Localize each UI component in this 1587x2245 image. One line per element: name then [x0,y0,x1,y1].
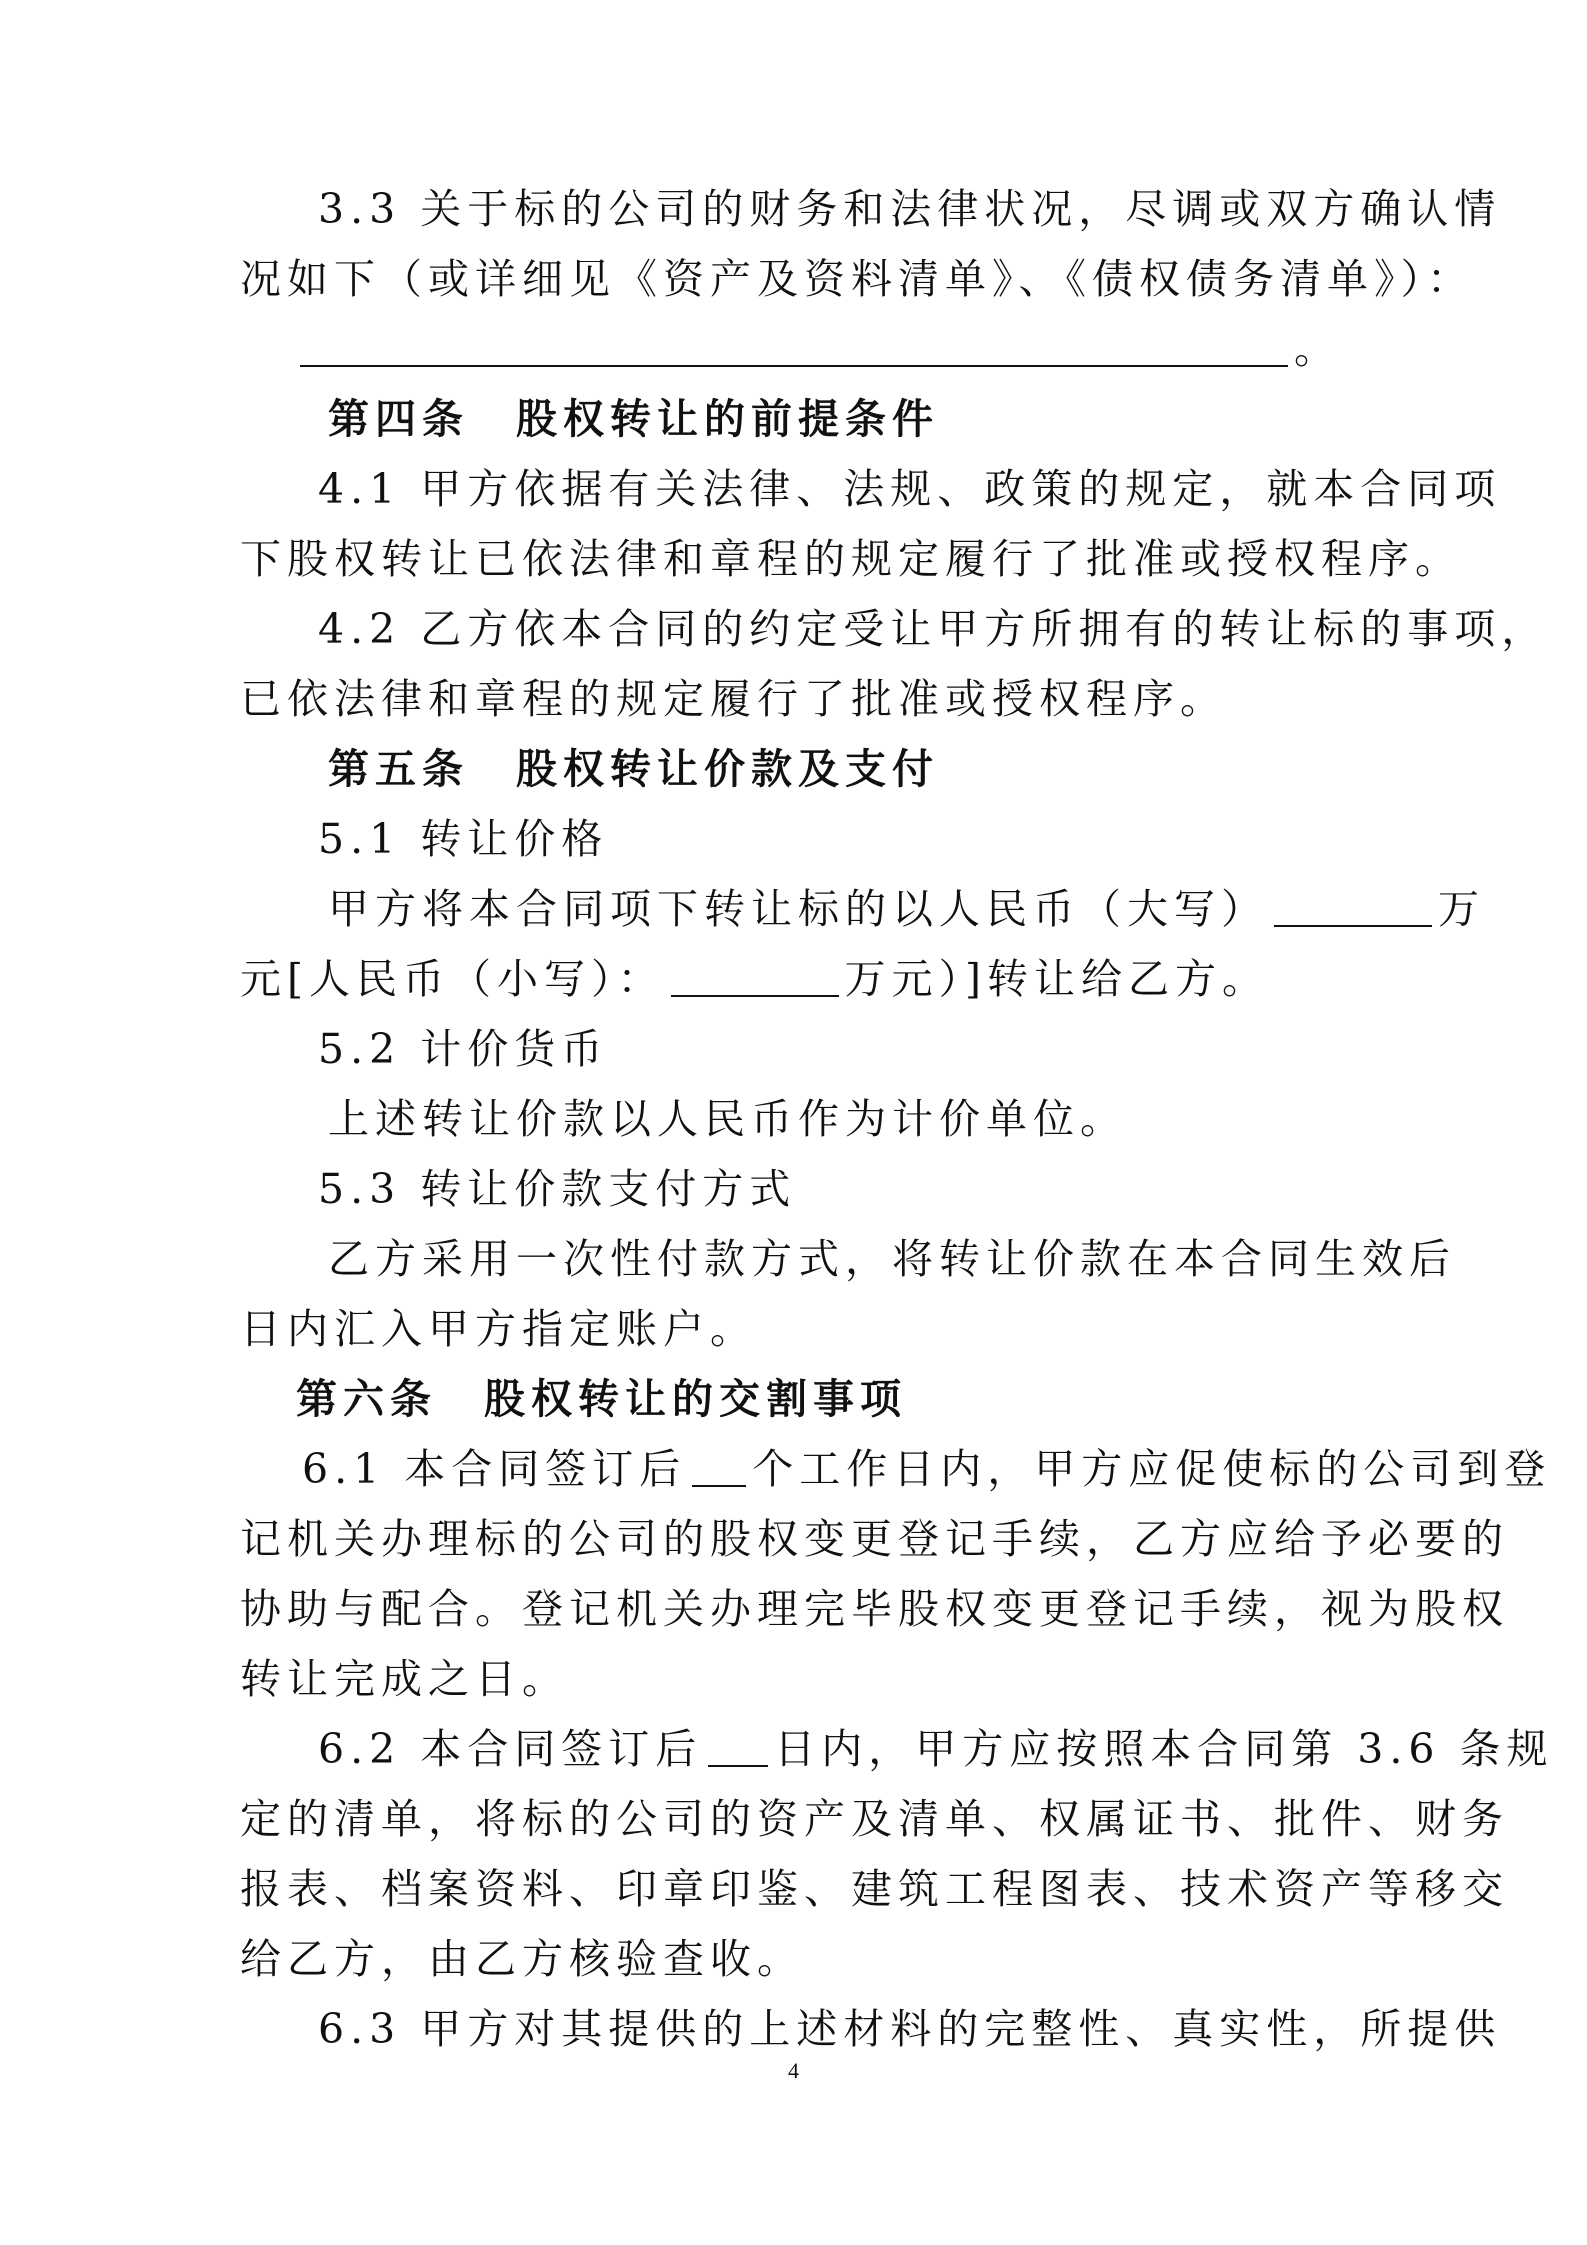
text-segment: 日内汇入甲方指定账户。 [240,1305,757,1353]
paragraph-6-2-line-2 [240,1784,1509,1854]
text-segment: 3.3 关于标的公司的财务和法律状况，尽调或双方确认情 [318,185,1502,233]
paragraph-5-1-line-2 [240,944,1269,1014]
paragraph-4-1-line-2 [240,524,1462,594]
section-5-1-title [318,804,608,874]
paragraph-6-1-line-3 [240,1574,1509,1644]
paragraph-6-2-line-1 [318,1714,1554,1784]
paragraph-6-1-line-4 [240,1644,569,1714]
paragraph-4-2-line-1 [318,594,1548,664]
text-segment: 定的清单，将标的公司的资产及清单、权属证书、批件、财务 [240,1795,1509,1843]
paragraph-6-2-line-3 [240,1854,1509,1924]
article-4-heading [328,384,939,454]
text-segment: 甲方将本合同项下转让标的以人民币（大写） [328,885,1268,933]
fill-in-blank-price-words [1274,885,1432,927]
page-number: 4 [788,2058,799,2083]
text-segment: 6.1 本合同签订后 [302,1445,687,1493]
paragraph-5-3-line-1 [328,1224,1456,1294]
text-segment: 日内，甲方应按照本合同第 3.6 条规 [774,1725,1554,1773]
paragraph-4-1-line-1 [318,454,1501,524]
text-segment: 第四条 股权转让的前提条件 [328,395,939,443]
fill-in-blank [300,325,1288,367]
fill-in-blank-days [708,1725,768,1767]
paragraph-5-1-line-1 [328,874,1485,944]
section-5-2-title [318,1014,608,1084]
text-segment: 给乙方，由乙方核验查收。 [240,1935,804,1983]
paragraph-6-1-line-2 [240,1504,1509,1574]
text-segment: 第六条 股权转让的交割事项 [296,1375,907,1423]
text-segment: 已依法律和章程的规定履行了批准或授权程序。 [240,675,1227,723]
paragraph-6-3-line-1 [318,1994,1501,2064]
text-segment: 况如下（或详细见《资产及资料清单》、《债权债务清单》）： [240,255,1474,303]
text-segment: 协助与配合。登记机关办理完毕股权变更登记手续，视为股权 [240,1585,1509,1633]
fill-in-blank-working-days [692,1445,746,1487]
text-segment: 元[人民币（小写）： [240,955,665,1003]
article-6-heading [296,1364,907,1434]
text-segment: 乙方采用一次性付款方式，将转让价款在本合同生效后 [328,1235,1456,1283]
text-segment: 4.1 甲方依据有关法律、法规、政策的规定，就本合同项 [318,465,1502,513]
text-segment: 报表、档案资料、印章印鉴、建筑工程图表、技术资产等移交 [240,1865,1509,1913]
paragraph-4-2-line-2 [240,664,1227,734]
text-segment: 记机关办理标的公司的股权变更登记手续，乙方应给予必要的 [240,1515,1509,1563]
text-segment: 个工作日内，甲方应促使标的公司到登 [752,1445,1552,1493]
text-segment: 下股权转让已依法律和章程的规定履行了批准或授权程序。 [240,535,1462,583]
text-segment: 万元）]转让给乙方。 [844,955,1269,1003]
paragraph-3-3-blank-line [294,314,1341,384]
section-5-3-title [318,1154,796,1224]
text-segment: 第五条 股权转让价款及支付 [328,745,939,793]
text-segment: 。 [1294,325,1341,373]
text-segment: 6.3 甲方对其提供的上述材料的完整性、真实性，所提供 [318,2005,1502,2053]
paragraph-3-3-line-1 [318,174,1501,244]
paragraph-6-2-line-4 [240,1924,804,1994]
text-segment: 4.2 乙方依本合同的约定受让甲方所拥有的转让标的事项， [318,605,1549,653]
text-segment: 上述转让价款以人民币作为计价单位。 [328,1095,1127,1143]
paragraph-5-2 [328,1084,1127,1154]
paragraph-5-3-line-2 [240,1294,757,1364]
text-segment: 万 [1438,885,1485,933]
text-segment: 5.2 计价货币 [318,1025,609,1073]
text-segment: 5.3 转让价款支付方式 [318,1165,797,1213]
paragraph-6-1-line-1 [302,1434,1551,1504]
article-5-heading [328,734,939,804]
text-segment: 6.2 本合同签订后 [318,1725,703,1773]
text-segment: 转让完成之日。 [240,1655,569,1703]
paragraph-3-3-line-2 [240,244,1474,314]
text-segment: 5.1 转让价格 [318,815,609,863]
fill-in-blank-price-figures [671,955,839,997]
